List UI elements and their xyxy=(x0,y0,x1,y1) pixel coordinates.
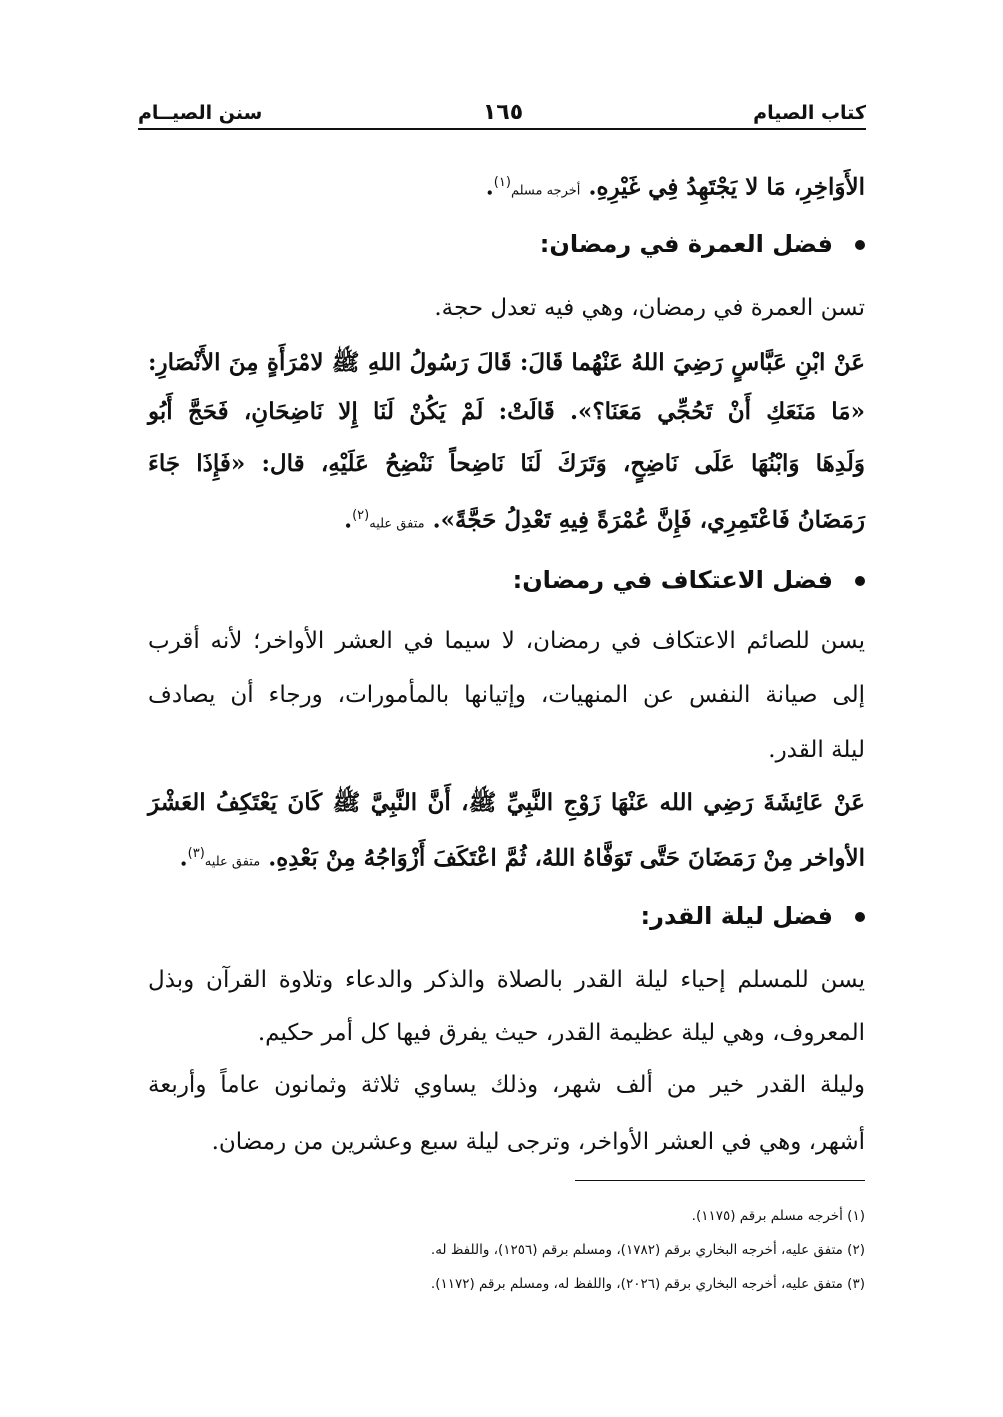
footnote: (٣) متفق عليه، أخرجه البخاري برقم (٢٠٢٦)، واللفظ له، ومسلم برقم (١١٧٢). xyxy=(430,1276,865,1292)
section-heading-qadr xyxy=(641,896,865,936)
heading-text: فضل العمرة في رمضان: xyxy=(539,230,833,258)
heading-text: فضل الاعتكاف في رمضان: xyxy=(512,566,833,594)
section-title: سنن الصيــام xyxy=(138,102,263,124)
section-heading-itikaf xyxy=(513,560,865,600)
hadith-line: وَلَدِهَا وَابْنُهَا عَلَى نَاضِحٍ، وَتَرَكَ لَنَا نَاضِحاً نَنْضِحُ عَلَيْهِ، قال: «فَإِذَا جَاءَ xyxy=(148,450,865,477)
paragraph-line: يسن للمسلم إحياء ليلة القدر بالصلاة والذكر والدعاء وتلاوة القرآن وبذل xyxy=(148,967,865,993)
bullet-icon xyxy=(855,912,865,922)
period: . xyxy=(485,173,494,201)
heading-text: فضل ليلة القدر: xyxy=(640,902,833,930)
hadith-line: عَنْ ابْنِ عَبَّاسٍ رَضِيَ اللهُ عَنْهُما قَالَ: قَالَ رَسُولُ اللهِ ﷺ لامْرَأَةٍ مِنَ الأَنْصَارِ: xyxy=(148,349,865,376)
footnote-rule xyxy=(575,1180,865,1181)
footnote-ref: (٣) xyxy=(187,846,205,861)
paragraph-line-last: ليلة القدر. xyxy=(768,737,865,763)
hadith-line: «مَا مَنَعَكِ أَنْ تَحُجِّي مَعَنَا؟». قَالَتْ: لَمْ يَكُنْ لَنَا إِلا نَاضِحَانِ، فَحَجَّ أَبُو xyxy=(148,398,865,425)
paragraph-line: إلى صيانة النفس عن المنهيات، وإتيانها بالمأمورات، ورجاء أن يصادف xyxy=(148,682,865,708)
continuation-line xyxy=(486,163,865,212)
source-note: أخرجه مسلم xyxy=(510,183,581,199)
hadith-text: الأواخر مِنْ رَمَضَانَ حَتَّى تَوَفَّاهُ اللهُ، ثُمَّ اعْتَكَفَ أَزْوَاجُهُ مِنْ بَعْدِهِ. xyxy=(268,844,865,872)
paragraph-umrah: تسن العمرة في رمضان، وهي فيه تعدل حجة. xyxy=(434,295,865,321)
source-note: متفق عليه xyxy=(204,854,261,870)
hadith-text: رَمَضَانُ فَاعْتَمِرِي، فَإِنَّ عُمْرَةً فِيهِ تَعْدِلُ حَجَّةً». xyxy=(432,506,865,534)
paragraph-line: وليلة القدر خير من ألف شهر، وذلك يساوي ثلاثة وثمانون عاماً وأربعة xyxy=(148,1072,865,1098)
hadith-text: الأَوَاخِرِ، مَا لا يَجْتَهِدُ فِي غَيْرِهِ. xyxy=(588,173,865,201)
section-heading-umrah xyxy=(540,224,865,264)
bullet-icon xyxy=(855,240,865,250)
page-number: ١٦٥ xyxy=(482,100,524,125)
footnote: (١) أخرجه مسلم برقم (١١٧٥). xyxy=(691,1208,865,1224)
paragraph-line: يسن للصائم الاعتكاف في رمضان، لا سيما في العشر الأواخر؛ لأنه أقرب xyxy=(148,628,865,654)
bullet-icon xyxy=(855,576,865,586)
footnote: (٢) متفق عليه، أخرجه البخاري برقم (١٧٨٢)، ومسلم برقم (١٢٥٦)، واللفظ له. xyxy=(430,1242,865,1258)
hadith-line-last: رَمَضَانُ فَاعْتَمِرِي، فَإِنَّ عُمْرَةً فِيهِ تَعْدِلُ حَجَّةً». متفق عليه$^{(٢)}$. xyxy=(344,506,865,534)
page-header xyxy=(138,96,866,132)
paragraph-line-last: المعروف، وهي ليلة عظيمة القدر، حيث يفرق فيها كل أمر حكيم. xyxy=(257,1020,865,1046)
source-note: متفق عليه xyxy=(369,516,425,532)
footnote-ref: (٢) xyxy=(352,508,370,523)
book-title: كتاب الصيام xyxy=(753,102,866,124)
hadith-line-last: الأواخر مِنْ رَمَضَانَ حَتَّى تَوَفَّاهُ اللهُ، ثُمَّ اعْتَكَفَ أَزْوَاجُهُ مِنْ بَعْدِهِ. متفق عليه$^{(٣)}$. xyxy=(179,844,865,872)
hadith-line: عَنْ عَائِشَةَ رَضِي الله عَنْهَا زَوْجِ النَّبِيِّ ﷺ، أَنَّ النَّبِيَّ ﷺ كَانَ يَعْتَكِفُ العَشْرَ xyxy=(148,789,865,816)
header-rule xyxy=(138,128,866,130)
footnote-ref: (١) xyxy=(493,175,511,190)
paragraph-line-last: أشهر، وهي في العشر الأواخر، وترجى ليلة سبع وعشرين من رمضان. xyxy=(211,1129,865,1155)
